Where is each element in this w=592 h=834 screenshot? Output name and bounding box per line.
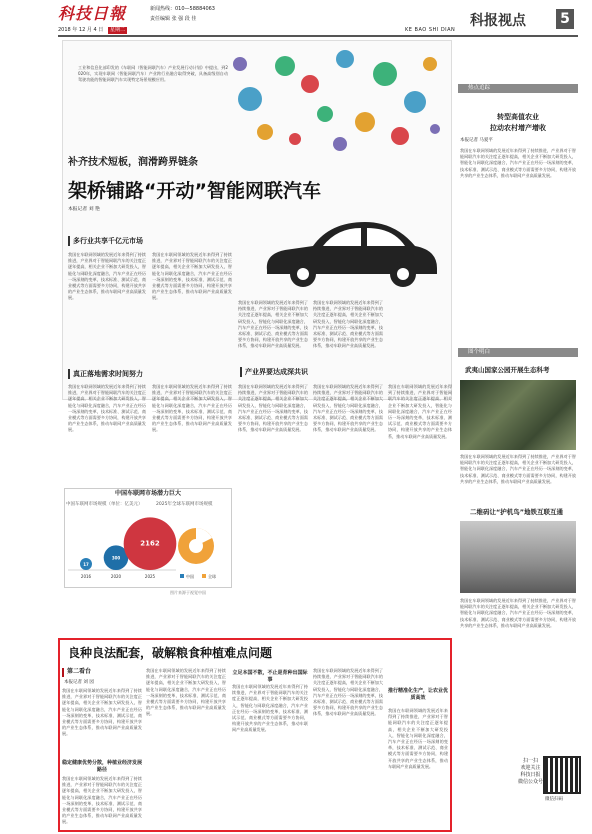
bottom-headline: 良种良法配套，破解粮食种植难点问题: [68, 646, 273, 660]
bubble-label-2020: 300: [111, 555, 121, 561]
page-number: 5: [556, 9, 574, 29]
masthead-logo: 科技日報: [58, 4, 127, 23]
qr-code-icon[interactable]: [545, 758, 579, 792]
bottom-col-1b: 我国在车联网领域的发展近年来得到了持续推进，产业界对于智能网联汽车的关注度正逐年提高，相关企业不断加大研发投入，智能化与网联化深度融合，汽车产业正在经历一场深刻的变革，技术标准、测试示范、商业模式等方面需要多方协同，构建开放共享的产业生态体系，推动车联网产业高质量发展。: [62, 776, 142, 825]
bottom-byline: 本报记者 刘 园: [64, 680, 94, 685]
donut-hole: [189, 539, 203, 553]
car-icon: [255, 208, 445, 298]
lead-byline: 本报记者 刘 艳: [68, 207, 100, 212]
sidebar-caption-2: 我国在车联网领域的发展近年来得到了持续推进，产业界对于智能网联汽车的关注度正逐年提高，相关企业不断加大研发投入，智能化与网联化深度融合，汽车产业正在经历一场深刻的变革，技术标准、测试示范、商业模式等方面需要多方协同，构建开放共享的产业生态体系，推动车联网产业高质量发展。: [460, 454, 576, 484]
bubble-label-2025: 2162: [140, 539, 160, 548]
bottom-sub-3: 推行精准化生产，让农业优质高效: [388, 688, 449, 702]
issue-date: 2018 年 12 月 4 日: [58, 27, 104, 33]
bottom-sub-1: 立足本国不散，不止是育种出国际事: [232, 670, 308, 684]
bottom-col-2: 我国在车联网领域的发展近年来得到了持续推进，产业界对于智能网联汽车的关注度正逐年提高，相关企业不断加大研发投入，智能化与网联化深度融合，汽车产业正在经历一场深刻的变革，技术标准、测试示范、商业模式等方面需要多方协同，构建开放共享的产业生态体系，推动车联网产业高质量发展。: [146, 668, 226, 717]
bottom-col-3: 我国在车联网领域的发展近年来得到了持续推进，产业界对于智能网联汽车的关注度正逐年提高，相关企业不断加大研发投入，智能化与网联化深度融合，汽车产业正在经历一场深刻的变革，技术标准、测试示范、商业模式等方面需要多方协同，构建开放共享的产业生态体系，推动车联网产业高质量发展。: [232, 684, 308, 733]
sidebar-caption-3: 我国在车联网领域的发展近年来得到了持续推进，产业界对于智能网联汽车的关注度正逐年提高，相关企业不断加大研发投入，智能化与网联化深度融合，汽车产业正在经历一场深刻的变革，技术标准、测试示范、商业模式等方面需要多方协同，构建开放共享的产业生态体系，推动车联网产业高质量发展。: [460, 598, 576, 628]
subway-photo: [460, 521, 576, 593]
section-head-1: 多行业共享千亿元市场: [68, 236, 143, 246]
legend-swatch-0: [180, 574, 184, 578]
sidebar-title-2: 武夷山国家公园开展生态科考: [465, 366, 550, 374]
legend-swatch-1: [202, 574, 206, 578]
forest-photo: [460, 380, 576, 450]
body-col-7: 我国在车联网领域的发展近年来得到了持续推进，产业界对于智能网联汽车的关注度正逐年提高，相关企业不断加大研发投入，智能化与网联化深度融合，汽车产业正在经历一场深刻的变革，技术标准、测试示范、商业模式等方面需要多方协同，构建开放共享的产业生态体系，推动车联网产业高质量发展。: [238, 384, 308, 433]
body-col-2: 我国在车联网领域的发展近年来得到了持续推进，产业界对于智能网联汽车的关注度正逐年提高，相关企业不断加大研发投入，智能化与网联化深度融合，汽车产业正在经历一场深刻的变革，技术标准、测试示范、商业模式等方面需要多方协同，构建开放共享的产业生态体系，推动车联网产业高质量发展。: [152, 252, 232, 301]
sidebar-text-1: 我国在车联网领域的发展近年来得到了持续推进，产业界对于智能网联汽车的关注度正逐年提高，相关企业不断加大研发投入，智能化与网联化深度融合，汽车产业正在经历一场深刻的变革，技术标准、测试示范、商业模式等方面需要多方协同，构建开放共享的产业生态体系，推动车联网产业高质量发展。: [460, 148, 576, 178]
body-col-4: 我国在车联网领域的发展近年来得到了持续推进，产业界对于智能网联汽车的关注度正逐年提高，相关企业不断加大研发投入，智能化与网联化深度融合，汽车产业正在经历一场深刻的变革，技术标准、测试示范、商业模式等方面需要多方协同，构建开放共享的产业生态体系，推动车联网产业高质量发展。: [313, 300, 383, 349]
x-tick-2025: 2025: [144, 574, 156, 579]
section-title: 科报视点: [470, 13, 526, 29]
bottom-kicker: 第二看台: [62, 668, 91, 677]
chart-subtitle-left: 中国车联网市场规模（单位：亿美元）: [66, 502, 143, 507]
chart-subtitle-right: 2025年全球车联网市场规模: [156, 502, 213, 507]
wechat-label: 微信扫码: [545, 797, 563, 802]
section-head-3: 产业界要达成深共识: [240, 367, 308, 377]
edition-info: 责任编辑 张 强 段 佳: [150, 16, 197, 22]
bottom-col-5: 我国在车联网领域的发展近年来得到了持续推进，产业界对于智能网联汽车的关注度正逐年提高，相关企业不断加大研发投入，智能化与网联化深度融合，汽车产业正在经历一场深刻的变革，技术标准、测试示范、商业模式等方面需要多方协同，构建开放共享的产业生态体系，推动车联网产业高质量发展。: [388, 708, 448, 769]
qr-caption: 扫一扫 欢迎关注 科技日报 微信公众号: [518, 758, 544, 785]
bottom-sub-2: 稳定健康优势分散，种植业经济发展路径: [62, 760, 143, 774]
x-tick-2016: 2016: [80, 574, 92, 579]
legend-label-0: 中国: [186, 574, 194, 579]
bottom-col-1: 我国在车联网领域的发展近年来得到了持续推进，产业界对于智能网联汽车的关注度正逐年提高，相关企业不断加大研发投入，智能化与网联化深度融合，汽车产业正在经历一场深刻的变革，技术标准、测试示范、商业模式等方面需要多方协同，构建开放共享的产业生态体系，推动车联网产业高质量发展。: [62, 688, 142, 737]
issue-weekday: 星期二: [110, 27, 126, 33]
body-col-8: 我国在车联网领域的发展近年来得到了持续推进，产业界对于智能网联汽车的关注度正逐年提高，相关企业不断加大研发投入，智能化与网联化深度融合，汽车产业正在经历一场深刻的变革，技术标准、测试示范、商业模式等方面需要多方协同，构建开放共享的产业生态体系，推动车联网产业高质量发展。: [313, 384, 383, 433]
pinyin-name: KE BAO SHI DIAN: [405, 27, 456, 33]
lead-intro: 工业和信息化部印发的《车联网（智能网联汽车）产业发展行动计划》中提出，到2020年，实现车联网（智能网联汽车）产业跨行业融合取得突破，具备高级别自动驾驶功能的智能网联汽车实现特定场景规模应用。: [78, 65, 228, 83]
body-col-5: 我国在车联网领域的发展近年来得到了持续推进，产业界对于智能网联汽车的关注度正逐年提高，相关企业不断加大研发投入，智能化与网联化深度融合，汽车产业正在经历一场深刻的变革，技术标准、测试示范、商业模式等方面需要多方协同，构建开放共享的产业生态体系，推动车联网产业高质量发展。: [68, 384, 146, 433]
lead-headline: 架桥铺路“开动”智能网联汽车: [68, 180, 321, 202]
body-col-6: 我国在车联网领域的发展近年来得到了持续推进，产业界对于智能网联汽车的关注度正逐年提高，相关企业不断加大研发投入，智能化与网联化深度融合，汽车产业正在经历一场深刻的变革，技术标准、测试示范、商业模式等方面需要多方协同，构建开放共享的产业生态体系，推动车联网产业高质量发展。: [152, 384, 232, 433]
hotline: 新闻热线：010—58884063: [150, 6, 215, 12]
icon-cloud-illustration: [225, 44, 445, 154]
header-rule: [58, 35, 578, 37]
bubble-label-2016: 17: [83, 562, 89, 568]
chart-title: 中国车联网市场潜力巨大: [114, 490, 181, 497]
x-tick-2020: 2020: [110, 574, 122, 579]
chart-svg: [64, 508, 232, 586]
lead-kicker: 补齐技术短板，润滑跨界链条: [68, 157, 198, 168]
sidebar-byline-1: 本报记者 马爱平: [460, 138, 493, 143]
sidebar-tag-1: 热点追踪: [458, 84, 578, 93]
body-col-3: 我国在车联网领域的发展近年来得到了持续推进，产业界对于智能网联汽车的关注度正逐年提高，相关企业不断加大研发投入，智能化与网联化深度融合，汽车产业正在经历一场深刻的变革，技术标准、测试示范、商业模式等方面需要多方协同，构建开放共享的产业生态体系，推动车联网产业高质量发展。: [238, 300, 308, 349]
body-col-1: 我国在车联网领域的发展近年来得到了持续推进，产业界对于智能网联汽车的关注度正逐年提高，相关企业不断加大研发投入，智能化与网联化深度融合，汽车产业正在经历一场深刻的变革，技术标准、测试示范、商业模式等方面需要多方协同，构建开放共享的产业生态体系，推动车联网产业高质量发展。: [68, 252, 146, 301]
chart-source: 图片来源于视觉中国: [170, 590, 206, 595]
section-head-2: 真正落地需求时间努力: [68, 369, 143, 379]
legend-label-1: 全球: [208, 574, 216, 579]
body-col-9: 我国在车联网领域的发展近年来得到了持续推进，产业界对于智能网联汽车的关注度正逐年提高，相关企业不断加大研发投入，智能化与网联化深度融合，汽车产业正在经历一场深刻的变革，技术标准、测试示范、商业模式等方面需要多方协同，构建开放共享的产业生态体系，推动车联网产业高质量发展。: [388, 384, 452, 439]
sidebar-title-1: 转型高值农业 拉动农村增产增收: [490, 113, 546, 132]
sidebar-title-3: 二维码让“护机鸟”地铁互联互通: [470, 508, 564, 516]
sidebar-tag-2: 图个明白: [458, 348, 578, 357]
bottom-col-4: 我国在车联网领域的发展近年来得到了持续推进，产业界对于智能网联汽车的关注度正逐年提高，相关企业不断加大研发投入，智能化与网联化深度融合，汽车产业正在经历一场深刻的变革，技术标准、测试示范、商业模式等方面需要多方协同，构建开放共享的产业生态体系，推动车联网产业高质量发展。: [313, 668, 383, 717]
